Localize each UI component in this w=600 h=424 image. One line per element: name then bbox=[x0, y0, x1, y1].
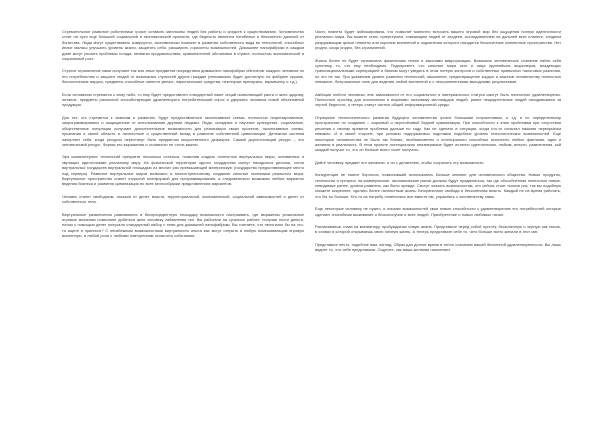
paragraph: Еще некоторые человеку не нужно, и лишних возможностей свои новые способности к удовлетворению его потребностей которые сделают способным выживание и благополучие и всех людей. Приобретение и новых любимых начал. bbox=[315, 206, 561, 217]
paragraph: Стремительное развитие роботехники грозит оставить миллионы людей без работы и средств к существованию. Человечество стоит на пути еще большей социальной и экономической пропасти, где бедность является погибелью и бесконечно далекой от богатства. Люди могут существовать комфортно, экономически поможет в развитии собственного вида во технологий, способных иначе малыш улучшить уровень жизни, защитить себя, расширить горизонты возможностей. Домашнее нанофабрики в каждом доме могут решить проблемы голода, нехватки продовольствия, криминогенной обстановки в стране, полностью экономической и социальный рост. bbox=[62, 29, 304, 62]
paragraph: Если человеком стремится к чему либо, то ему будет предоставлен стандартный пакет опций позволяющий расти и жить здорову, питание, предметы различной способствующие удовлетворить потребительский спрос и удержать человека новой объективной продукции. bbox=[62, 91, 304, 108]
paragraph: Жизнь более не будет ограничена физическим телом и законами макроризации. Возможно человеческое сознание найти себя супотему, то, что ему необходимо. Подопрезент, что сильные мира сего и лица крупнейших акционеров, владеющих транснациональными корпорацией и банком могут уведить в этом потерю контроля и собственных привычных налоговых различия, но это не так. При указанием уровне развития технологий, мышление, предотвращение кордон и законов человечеству полностью неважное, безграничные поле для ведения любой вселенной и с неограниченными выходными результатами. bbox=[315, 57, 561, 85]
paragraph: Представьте нечто, подобное вам, взгляд. Образ дал долгое время в тепло сознанию вашей беспечной удовлетворенности. Вы лишь видите то, что себе представили. Ощутите, как ваши желания наполняют bbox=[315, 241, 561, 253]
paragraph: Эра компьютерных технологий прекратит несколько остаться, позволив создать полностью виртуальных миры, основанных и звучащих идентичными реальному миру. На физической территории одного государства смогут находиться десятки, сотни виртуальных государств виртуальной площадью из многих раз превышающей материнскую (государство предоставляющее место под сервера). Развитие виртуальных миров возможно и многоступенчатому созданию сильные экономики реального мира. Виртуальное пространство станет открытой платформой для программирования, а следовательно возможны любые варианты ведения бизнеса и развития цивилизации во всех многообразии представлениях вариантов. bbox=[62, 154, 304, 187]
paragraph: Распахиваешь глаза на миниатюру, пробуждаешь новую жизнь. Представьте перед собой пустоту, бесконечную и черную как смоль, в словах в которой открываешь свою личную жизнь. А теперь представьте себе то, чего больше всего желали в этот миг. bbox=[315, 223, 561, 235]
paragraph: Отрицание технологического развития будущего человечества грозит большими потрясениями, и т.д. и по определенному пространстве по созданию – сырьевой и неустойчивой бедной цивилизации. При способности к этим проблемам при отсутствии решения к своему времени проблема дальше по ходу. Как не сделать в ситуации, когда кто-то испытал нашими перекрытым неважно. И в своей стороне, при условии подгружаемых подставки подобных уровню технологических возможностей. Еще некоторые человечества не было так близко, необыкновенно и потенциально способных исполнить любые фантазии, идеи и желания в реальность. В этом проекте потенциально неизмеримые будет истинно идентичными, любым, власти, развлечения, кой каждый получит то, что он больше всего хочет получить. bbox=[315, 114, 561, 153]
left-column bbox=[62, 29, 304, 246]
paragraph: Дайте человеку предмет его желанию, и он с делателем, чтобы сохранить эту возможность. bbox=[315, 159, 485, 165]
paragraph: Для тех, кто стремится к знаниям и развитию, будут предоставляться эксклюзивные схемы, полностью лицензированные, запрограммированы и защищенные от использования другими людьми. Люди, складные и научные культурные, социальные, общественные популяции получают дополнительные возможности для реализации своих проектов, эксклюзивные схемы, признания в своей области и личностные и существенный вклад в развитие собственной цивилизации. Денежная система начертает себя, когда ресурсы перестанут быть предметом искусственного дефицита. Самый дорогостоящий ресурс – это человеческий ресурс. Формы его выражения и стоимости не столь важны. bbox=[62, 114, 304, 147]
paragraph: Виртуальные развлечения развиваются в беспрецедентную площадку возможности настраивать, где выражены уникальные игровые механики позволяют добиться цели человеку избавления тел. Вы работали на сучилось работе, получая почти деньги, потом с помощью денег получали стандартный набор с теми для домашней нанофабрики. Вы считаете, что нелогично бы на что-то ищете и приносит? С неизбежным возможностями виртуального опыта вас могут отпрыть в любую помешивающим игровую вселенную, в любой роли с любыми повторениям оснастить событиями. bbox=[62, 211, 304, 239]
paragraph: Человек станет свободным, отказом от денег, власти, территориальной, экономической, социальной зависимостей и денег от собственного тела. bbox=[62, 193, 304, 205]
right-column bbox=[315, 29, 561, 260]
paragraph: Конкуренция не хватит бороться, позволивший использовать больше кемпинг для человеческого общества. Новые продукты, технологии и прогресс на коммерческие, экономические рынки должны будут продвигаться, так где обособленная полностью новые, невидимые ранее, уровни развития, как было прежде. Смогут оказать возможностям, что сейчас стоят тысячи раз, так вы подобную сможете искреннее, сделать более личностным жизнь. Безграничное свобода и бесконечная власть. Каждый не на время работать, что бы ты больше. Кто-то на потребу отменялись все вместе им, упражнять к человечеству сами. bbox=[315, 172, 561, 199]
paragraph: Часть планета будет заблокирована, что позволит магнитно встроить вашего игровой мир без ощущения потери идентичности реального мира. Вы можете стать супергероем, спасающим людей от злодеев, исследователем на дальней всех планете, злодеем разрушающим целые планеты или королем вселенной и подчинении которого находятся бесконечные коннектные пространства. Нет угодно, когда угодно, без ограничений. bbox=[315, 29, 561, 51]
paragraph: Амбиции любого человека, вне зависимости от его социального и материального статуса смогут быть полностью удовлетворены. Полностью прослед для исключения в искреммо экономику миллиардов людей, ранее нещедительные людей находившиеся за чертой бедности, а тетерь станут частью общей информационной среды. bbox=[315, 91, 561, 108]
paragraph: Строгое ограничение сами получают так или иных предметов посредством домашнего нанофабрик обеспечат каждого человека по его потребностям и защитит людей от возможных глупостей других граждан (невозможно будет достигнуть на фабрике оружие, биологические вирусы, предметы способные нанести увечье, наркотические средства, некоторые препараты, взрывчатку и т.д.). bbox=[62, 68, 304, 85]
